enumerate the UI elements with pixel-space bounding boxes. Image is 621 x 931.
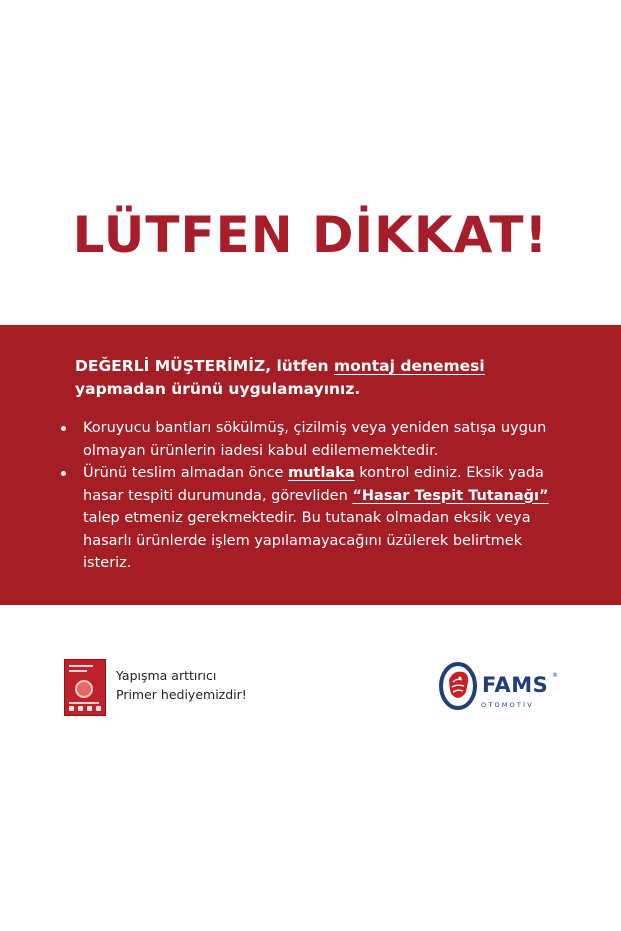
intro-link: montaj denemesi [333, 357, 485, 375]
item-text: Koruyucu bantları sökülmüş, çizilmiş veya yeniden satışa uygun olmayan ürünlerin iadesi kabul edilememektedir. [83, 420, 547, 459]
logo-word: FAMS [482, 673, 549, 697]
notice-band [0, 325, 621, 605]
intro-text [75, 355, 575, 401]
primer-package-image [64, 659, 106, 716]
list-item [58, 417, 568, 462]
intro-part2: yapmadan ürünü uygulamayınız. [75, 380, 361, 398]
fams-logo [433, 656, 563, 720]
item-text-e: talep etmeniz gerekmektedir. Bu tutanak olmadan eksik veya hasarlı ürünlerde işlem yapılamayacağını üzülerek belirtmek isteriz. [83, 510, 531, 571]
logo-subtitle: OTOMOTİV [481, 701, 534, 709]
lion-emblem-icon [433, 656, 483, 720]
item-text-c: kontrol ediniz. Eksik yada hasar tespiti durumunda, görevliden [83, 465, 544, 504]
intro-part1: DEĞERLİ MÜŞTERİMİZ, lütfen [75, 357, 334, 375]
page-title: LÜTFEN DİKKAT! [72, 206, 549, 264]
item-emphasis-mutlaka: mutlaka [288, 465, 355, 481]
logo-registered: ® [552, 672, 558, 679]
list-item [58, 462, 568, 575]
item-emphasis-tutanak: “Hasar Tespit Tutanağı” [352, 487, 549, 504]
primer-logo-icon [75, 680, 93, 698]
primer-line2: Primer hediyemizdir! [116, 687, 247, 702]
primer-caption [116, 666, 316, 704]
notice-list [58, 417, 568, 575]
primer-line1: Yapışma arttırıcı [116, 668, 217, 683]
item-text-a: Ürünü teslim almadan önce [83, 465, 289, 481]
